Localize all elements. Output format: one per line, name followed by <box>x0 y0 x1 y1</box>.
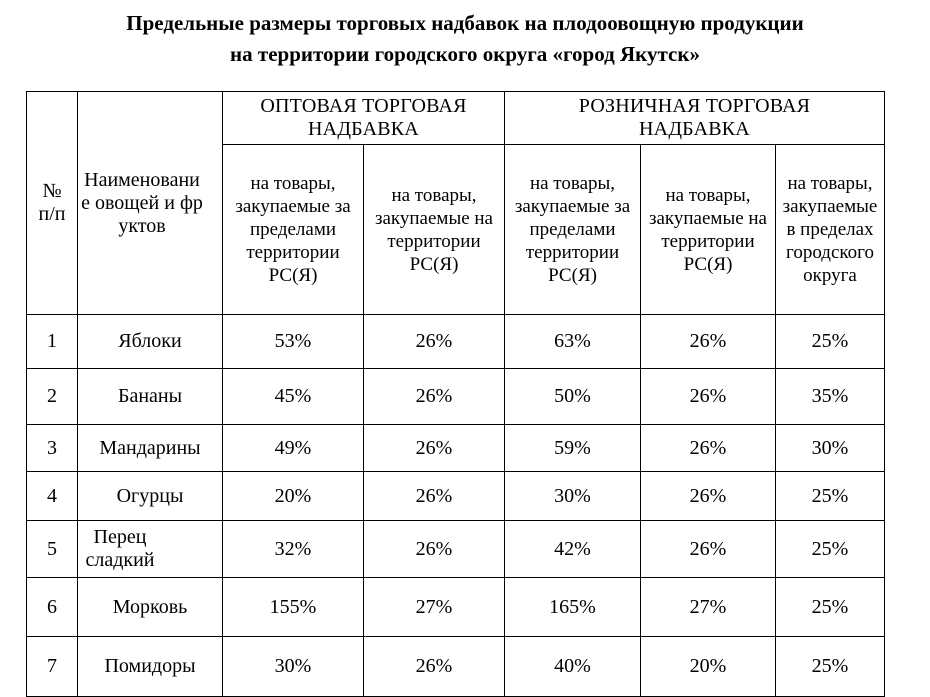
cell-wholesale-outside: 155% <box>223 578 364 637</box>
cell-retail-outside: 59% <box>505 425 641 472</box>
header-wholesale: ОПТОВАЯ ТОРГОВАЯ НАДБАВКА <box>223 92 505 145</box>
cell-wholesale-inside: 26% <box>364 637 505 697</box>
cell-wholesale-inside: 26% <box>364 472 505 521</box>
cell-retail-inside: 26% <box>641 425 776 472</box>
title-line-2: на территории городского округа «город Якутск» <box>230 42 700 66</box>
cell-num: 4 <box>27 472 78 521</box>
header-retail: РОЗНИЧНАЯ ТОРГОВАЯ НАДБАВКА <box>505 92 885 145</box>
cell-wholesale-outside: 45% <box>223 369 364 425</box>
cell-name: Перец сладкий <box>78 521 223 578</box>
cell-retail-outside: 50% <box>505 369 641 425</box>
cell-retail-city: 25% <box>776 472 885 521</box>
cell-num: 7 <box>27 637 78 697</box>
cell-retail-inside: 20% <box>641 637 776 697</box>
cell-retail-inside: 26% <box>641 472 776 521</box>
cell-wholesale-inside: 27% <box>364 578 505 637</box>
cell-wholesale-inside: 26% <box>364 369 505 425</box>
cell-wholesale-outside: 30% <box>223 637 364 697</box>
table-row <box>27 521 885 578</box>
table-row <box>27 472 885 521</box>
cell-name: Морковь <box>78 578 223 637</box>
cell-retail-city: 25% <box>776 315 885 369</box>
cell-retail-city: 25% <box>776 578 885 637</box>
cell-retail-outside: 40% <box>505 637 641 697</box>
cell-wholesale-inside: 26% <box>364 315 505 369</box>
cell-wholesale-inside: 26% <box>364 521 505 578</box>
cell-retail-inside: 27% <box>641 578 776 637</box>
cell-num: 2 <box>27 369 78 425</box>
cell-name: Бананы <box>78 369 223 425</box>
document-title <box>0 8 930 70</box>
cell-wholesale-outside: 20% <box>223 472 364 521</box>
table-row <box>27 369 885 425</box>
cell-retail-city: 35% <box>776 369 885 425</box>
header-row-groups <box>27 92 885 145</box>
cell-num: 1 <box>27 315 78 369</box>
header-num: № п/п <box>27 92 78 315</box>
header-retail-outside: на товары, закупаемые за пределами территории РС(Я) <box>505 145 641 315</box>
cell-num: 5 <box>27 521 78 578</box>
cell-name: Мандарины <box>78 425 223 472</box>
cell-name: Яблоки <box>78 315 223 369</box>
cell-retail-inside: 26% <box>641 369 776 425</box>
table-row <box>27 315 885 369</box>
header-wholesale-outside: на товары, закупаемые за пределами территории РС(Я) <box>223 145 364 315</box>
table-row <box>27 637 885 697</box>
cell-num: 3 <box>27 425 78 472</box>
markup-table <box>26 91 885 697</box>
cell-wholesale-inside: 26% <box>364 425 505 472</box>
table-row <box>27 425 885 472</box>
header-retail-inside: на товары, закупаемые на территории РС(Я) <box>641 145 776 315</box>
cell-retail-outside: 42% <box>505 521 641 578</box>
header-retail-city: на товары, закупаемые в пределах городского округа <box>776 145 885 315</box>
header-wholesale-inside: на товары, закупаемые на территории РС(Я) <box>364 145 505 315</box>
cell-retail-outside: 63% <box>505 315 641 369</box>
cell-name: Огурцы <box>78 472 223 521</box>
cell-num: 6 <box>27 578 78 637</box>
cell-retail-outside: 165% <box>505 578 641 637</box>
cell-wholesale-outside: 49% <box>223 425 364 472</box>
title-line-1: Предельные размеры торговых надбавок на плодоовощную продукции <box>126 11 804 35</box>
cell-name: Помидоры <box>78 637 223 697</box>
cell-retail-city: 25% <box>776 521 885 578</box>
cell-retail-city: 30% <box>776 425 885 472</box>
cell-retail-city: 25% <box>776 637 885 697</box>
header-name: Наименование овощей и фруктов <box>78 92 223 315</box>
cell-retail-inside: 26% <box>641 315 776 369</box>
cell-retail-outside: 30% <box>505 472 641 521</box>
cell-retail-inside: 26% <box>641 521 776 578</box>
cell-wholesale-outside: 53% <box>223 315 364 369</box>
table-row <box>27 578 885 637</box>
cell-wholesale-outside: 32% <box>223 521 364 578</box>
